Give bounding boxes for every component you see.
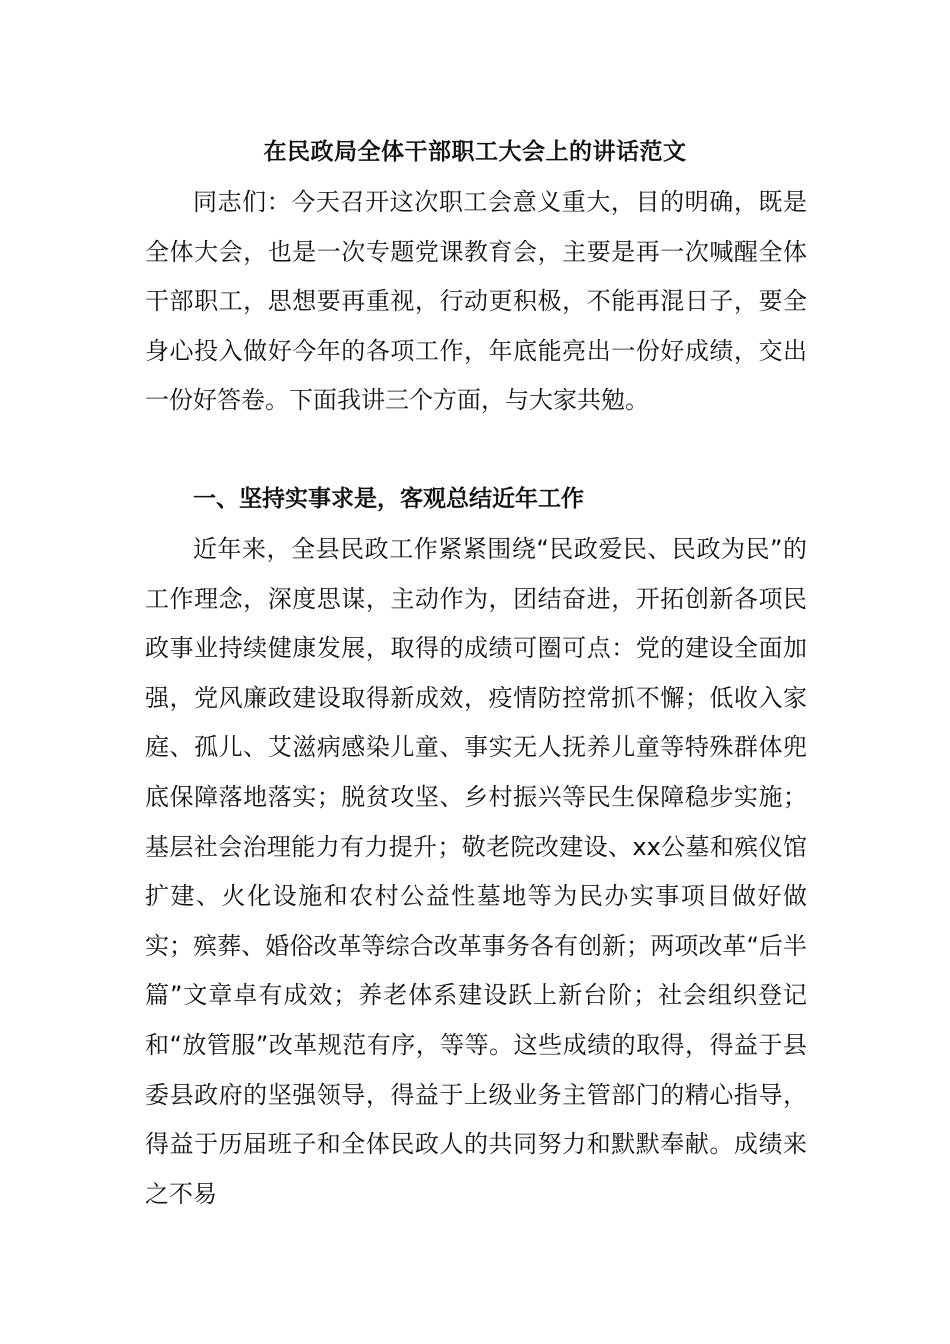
section-heading-1: 一、坚持实事求是，客观总结近年工作 [193,486,584,512]
opening-paragraph: 同志们：今天召开这次职工会意义重大，目的明确，既是全体大会，也是一次专题党课教育会，主要是再一次喊醒全体干部职工，思想要再重视，行动更积极，不能再混日子，要全身心投入做好今年的各项工作，年底能亮出一份好成绩，交出一份好答卷。下面我讲三个方面，与大家共勉。 [145,188,807,415]
section-1-paragraph: 近年来，全县民政工作紧紧围绕“民政爱民、民政为民”的工作理念，深度思谋，主动作为，团结奋进，开拓创新各项民政事业持续健康发展，取得的成绩可圈可点：党的建设全面加强，党风廉政建设取得新成效，疫情防控常抓不懈；低收入家庭、孤儿、艾滋病感染儿童、事实无人抚养儿童等特殊群体兜底保障落地落实；脱贫攻坚、乡村振兴等民生保障稳步实施；基层社会治理能力有力提升；敬老院改建设、xx公墓和殡仪馆扩建、火化设施和农村公益性墓地等为民办实事项目做好做实；殡葬、婚俗改革等综合改革事务各有创新；两项改革“后半篇”文章卓有成效；养老体系建设跃上新台阶；社会组织登记和“放管服”改革规范有序，等等。这些成绩的取得，得益于县委县政府的坚强领导，得益于上级业务主管部门的精心指导，得益于历届班子和全体民政人的共同努力和默默奉献。成绩来之不易 [145,535,807,1208]
document-title: 在民政局全体干部职工大会上的讲话范文 [263,139,687,165]
